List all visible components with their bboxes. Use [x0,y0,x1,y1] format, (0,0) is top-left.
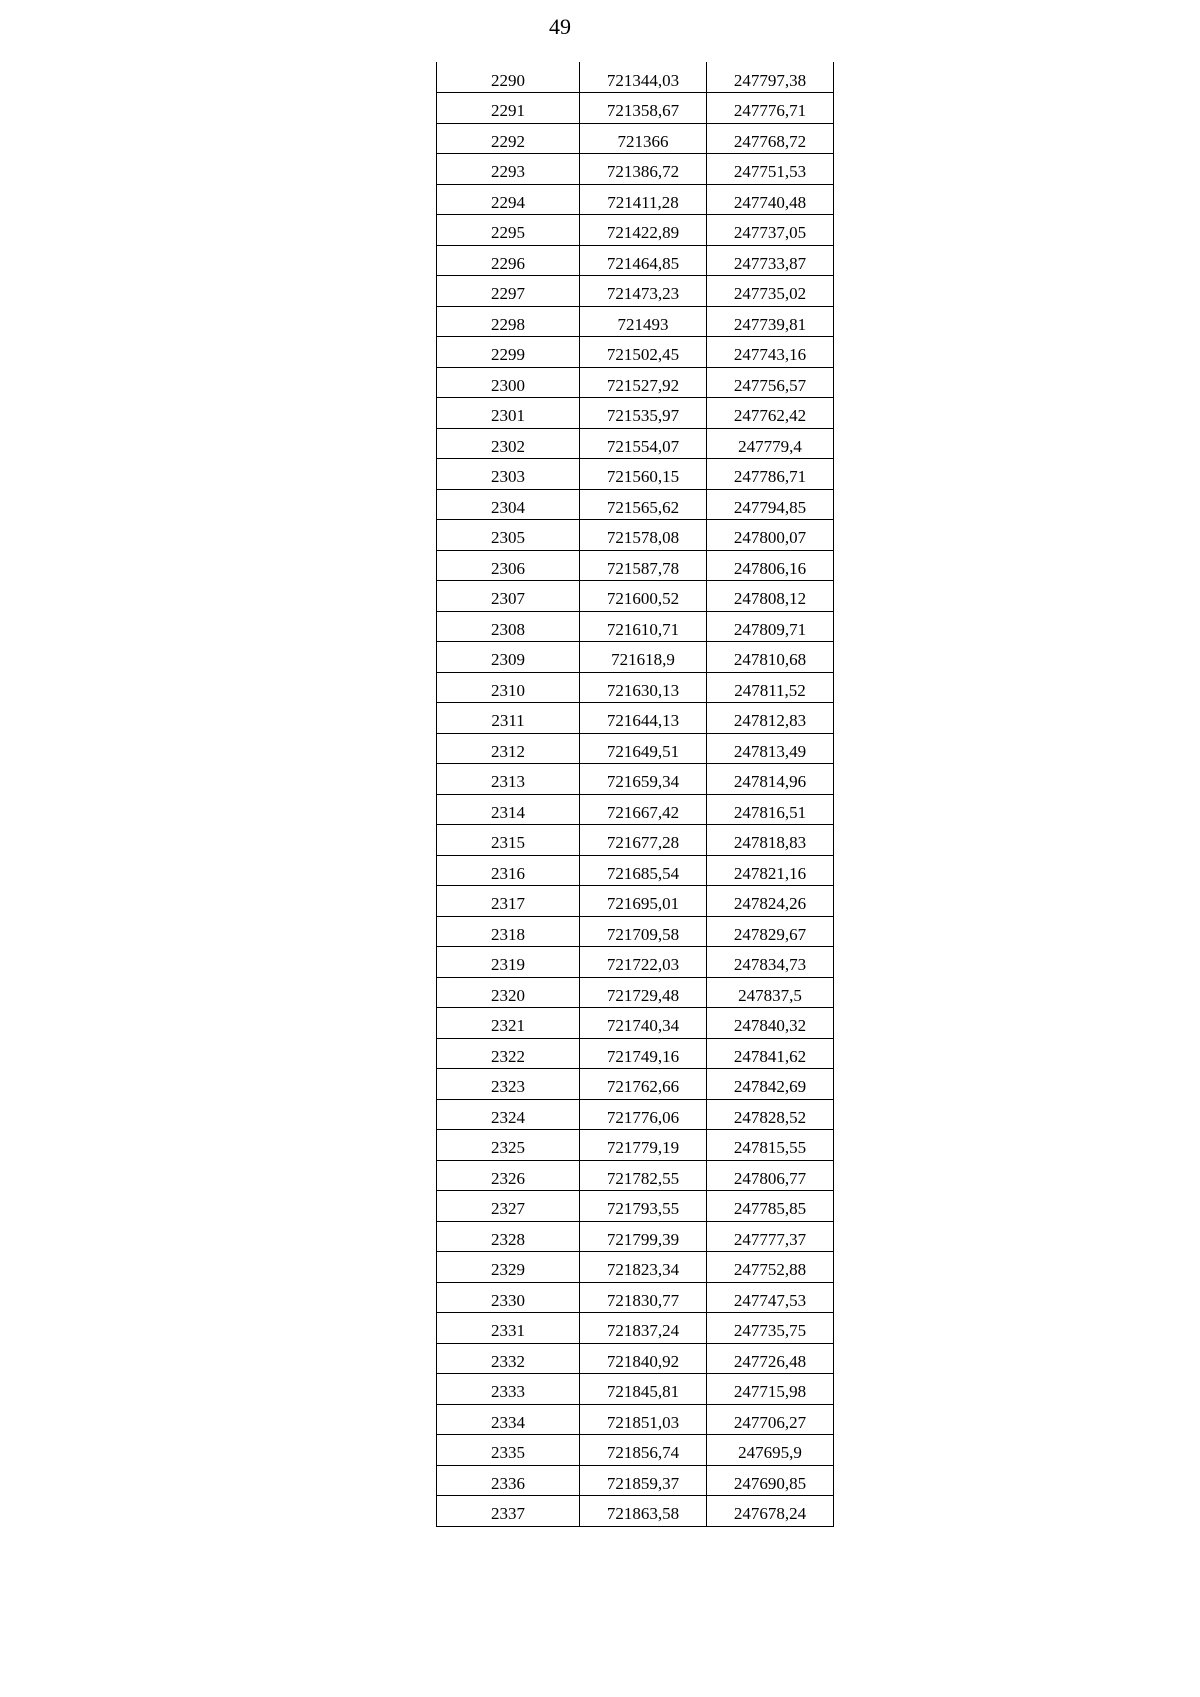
x-coordinate-cell: 721779,19 [580,1130,707,1161]
table-row [437,276,834,307]
y-coordinate-cell: 247786,71 [707,459,834,490]
y-coordinate-cell: 247690,85 [707,1465,834,1496]
table-row [437,1282,834,1313]
table-row [437,886,834,917]
table-row [437,1313,834,1344]
table-row [437,62,834,93]
table-row [437,916,834,947]
table-row [437,1099,834,1130]
point-number-cell: 2317 [437,886,580,917]
y-coordinate-cell: 247756,57 [707,367,834,398]
x-coordinate-cell: 721740,34 [580,1008,707,1039]
y-coordinate-cell: 247840,32 [707,1008,834,1039]
point-number-cell: 2307 [437,581,580,612]
table-row [437,1496,834,1527]
y-coordinate-cell: 247797,38 [707,62,834,93]
y-coordinate-cell: 247794,85 [707,489,834,520]
point-number-cell: 2335 [437,1435,580,1466]
table-row [437,642,834,673]
coordinates-table [436,62,834,1527]
table-row [437,123,834,154]
table-row [437,611,834,642]
table-row [437,703,834,734]
y-coordinate-cell: 247800,07 [707,520,834,551]
point-number-cell: 2328 [437,1221,580,1252]
x-coordinate-cell: 721667,42 [580,794,707,825]
point-number-cell: 2316 [437,855,580,886]
x-coordinate-cell: 721677,28 [580,825,707,856]
table-row [437,1252,834,1283]
x-coordinate-cell: 721554,07 [580,428,707,459]
x-coordinate-cell: 721649,51 [580,733,707,764]
point-number-cell: 2290 [437,62,580,93]
table-row [437,550,834,581]
x-coordinate-cell: 721560,15 [580,459,707,490]
point-number-cell: 2304 [437,489,580,520]
x-coordinate-cell: 721600,52 [580,581,707,612]
point-number-cell: 2336 [437,1465,580,1496]
table-row [437,794,834,825]
point-number-cell: 2319 [437,947,580,978]
point-number-cell: 2309 [437,642,580,673]
y-coordinate-cell: 247842,69 [707,1069,834,1100]
y-coordinate-cell: 247752,88 [707,1252,834,1283]
table-row [437,581,834,612]
table-row [437,93,834,124]
table-row [437,1191,834,1222]
y-coordinate-cell: 247751,53 [707,154,834,185]
x-coordinate-cell: 721565,62 [580,489,707,520]
y-coordinate-cell: 247785,85 [707,1191,834,1222]
x-coordinate-cell: 721830,77 [580,1282,707,1313]
x-coordinate-cell: 721863,58 [580,1496,707,1527]
point-number-cell: 2292 [437,123,580,154]
point-number-cell: 2299 [437,337,580,368]
y-coordinate-cell: 247735,75 [707,1313,834,1344]
table-row [437,1435,834,1466]
point-number-cell: 2325 [437,1130,580,1161]
x-coordinate-cell: 721422,89 [580,215,707,246]
point-number-cell: 2291 [437,93,580,124]
y-coordinate-cell: 247737,05 [707,215,834,246]
point-number-cell: 2294 [437,184,580,215]
y-coordinate-cell: 247743,16 [707,337,834,368]
table-row [437,1160,834,1191]
point-number-cell: 2329 [437,1252,580,1283]
y-coordinate-cell: 247837,5 [707,977,834,1008]
x-coordinate-cell: 721644,13 [580,703,707,734]
y-coordinate-cell: 247806,16 [707,550,834,581]
table-row [437,1069,834,1100]
x-coordinate-cell: 721859,37 [580,1465,707,1496]
x-coordinate-cell: 721856,74 [580,1435,707,1466]
x-coordinate-cell: 721535,97 [580,398,707,429]
x-coordinate-cell: 721610,71 [580,611,707,642]
table-row [437,215,834,246]
point-number-cell: 2312 [437,733,580,764]
y-coordinate-cell: 247678,24 [707,1496,834,1527]
x-coordinate-cell: 721851,03 [580,1404,707,1435]
point-number-cell: 2320 [437,977,580,1008]
table-row [437,398,834,429]
y-coordinate-cell: 247762,42 [707,398,834,429]
x-coordinate-cell: 721502,45 [580,337,707,368]
table-row [437,855,834,886]
point-number-cell: 2310 [437,672,580,703]
x-coordinate-cell: 721630,13 [580,672,707,703]
point-number-cell: 2303 [437,459,580,490]
y-coordinate-cell: 247768,72 [707,123,834,154]
point-number-cell: 2332 [437,1343,580,1374]
table-row [437,1130,834,1161]
table-row [437,459,834,490]
x-coordinate-cell: 721709,58 [580,916,707,947]
x-coordinate-cell: 721618,9 [580,642,707,673]
y-coordinate-cell: 247834,73 [707,947,834,978]
table-row [437,1404,834,1435]
y-coordinate-cell: 247740,48 [707,184,834,215]
y-coordinate-cell: 247815,55 [707,1130,834,1161]
page-number: 49 [549,14,571,39]
point-number-cell: 2298 [437,306,580,337]
x-coordinate-cell: 721782,55 [580,1160,707,1191]
y-coordinate-cell: 247808,12 [707,581,834,612]
point-number-cell: 2322 [437,1038,580,1069]
table-row [437,245,834,276]
y-coordinate-cell: 247814,96 [707,764,834,795]
point-number-cell: 2296 [437,245,580,276]
y-coordinate-cell: 247726,48 [707,1343,834,1374]
y-coordinate-cell: 247818,83 [707,825,834,856]
point-number-cell: 2293 [437,154,580,185]
y-coordinate-cell: 247813,49 [707,733,834,764]
y-coordinate-cell: 247810,68 [707,642,834,673]
y-coordinate-cell: 247812,83 [707,703,834,734]
point-number-cell: 2297 [437,276,580,307]
x-coordinate-cell: 721685,54 [580,855,707,886]
x-coordinate-cell: 721358,67 [580,93,707,124]
y-coordinate-cell: 247809,71 [707,611,834,642]
x-coordinate-cell: 721823,34 [580,1252,707,1283]
table-row [437,154,834,185]
x-coordinate-cell: 721695,01 [580,886,707,917]
x-coordinate-cell: 721722,03 [580,947,707,978]
y-coordinate-cell: 247739,81 [707,306,834,337]
y-coordinate-cell: 247747,53 [707,1282,834,1313]
table-row [437,764,834,795]
table-row [437,306,834,337]
x-coordinate-cell: 721473,23 [580,276,707,307]
y-coordinate-cell: 247806,77 [707,1160,834,1191]
table-row [437,733,834,764]
y-coordinate-cell: 247715,98 [707,1374,834,1405]
x-coordinate-cell: 721366 [580,123,707,154]
table-row [437,1221,834,1252]
point-number-cell: 2326 [437,1160,580,1191]
point-number-cell: 2301 [437,398,580,429]
y-coordinate-cell: 247776,71 [707,93,834,124]
table-row [437,520,834,551]
table-row [437,825,834,856]
y-coordinate-cell: 247779,4 [707,428,834,459]
point-number-cell: 2333 [437,1374,580,1405]
x-coordinate-cell: 721776,06 [580,1099,707,1130]
x-coordinate-cell: 721799,39 [580,1221,707,1252]
x-coordinate-cell: 721840,92 [580,1343,707,1374]
table-row [437,428,834,459]
table-row [437,947,834,978]
point-number-cell: 2334 [437,1404,580,1435]
y-coordinate-cell: 247816,51 [707,794,834,825]
table-row [437,1343,834,1374]
x-coordinate-cell: 721587,78 [580,550,707,581]
y-coordinate-cell: 247706,27 [707,1404,834,1435]
y-coordinate-cell: 247733,87 [707,245,834,276]
y-coordinate-cell: 247821,16 [707,855,834,886]
point-number-cell: 2321 [437,1008,580,1039]
table-row [437,1008,834,1039]
x-coordinate-cell: 721411,28 [580,184,707,215]
point-number-cell: 2311 [437,703,580,734]
point-number-cell: 2330 [437,1282,580,1313]
x-coordinate-cell: 721386,72 [580,154,707,185]
y-coordinate-cell: 247828,52 [707,1099,834,1130]
point-number-cell: 2305 [437,520,580,551]
point-number-cell: 2331 [437,1313,580,1344]
x-coordinate-cell: 721659,34 [580,764,707,795]
x-coordinate-cell: 721578,08 [580,520,707,551]
point-number-cell: 2295 [437,215,580,246]
point-number-cell: 2315 [437,825,580,856]
table-row [437,1374,834,1405]
x-coordinate-cell: 721749,16 [580,1038,707,1069]
point-number-cell: 2323 [437,1069,580,1100]
table-row [437,337,834,368]
y-coordinate-cell: 247829,67 [707,916,834,947]
point-number-cell: 2308 [437,611,580,642]
point-number-cell: 2300 [437,367,580,398]
x-coordinate-cell: 721793,55 [580,1191,707,1222]
table-row [437,489,834,520]
point-number-cell: 2318 [437,916,580,947]
point-number-cell: 2324 [437,1099,580,1130]
table-row [437,1465,834,1496]
y-coordinate-cell: 247735,02 [707,276,834,307]
y-coordinate-cell: 247695,9 [707,1435,834,1466]
y-coordinate-cell: 247824,26 [707,886,834,917]
point-number-cell: 2327 [437,1191,580,1222]
x-coordinate-cell: 721845,81 [580,1374,707,1405]
point-number-cell: 2302 [437,428,580,459]
point-number-cell: 2306 [437,550,580,581]
table-row [437,367,834,398]
x-coordinate-cell: 721527,92 [580,367,707,398]
x-coordinate-cell: 721729,48 [580,977,707,1008]
x-coordinate-cell: 721762,66 [580,1069,707,1100]
table-row [437,977,834,1008]
table-row [437,1038,834,1069]
x-coordinate-cell: 721464,85 [580,245,707,276]
coordinates-table-body [437,62,834,1526]
table-row [437,184,834,215]
point-number-cell: 2313 [437,764,580,795]
x-coordinate-cell: 721344,03 [580,62,707,93]
point-number-cell: 2314 [437,794,580,825]
y-coordinate-cell: 247841,62 [707,1038,834,1069]
x-coordinate-cell: 721493 [580,306,707,337]
y-coordinate-cell: 247777,37 [707,1221,834,1252]
table-row [437,672,834,703]
x-coordinate-cell: 721837,24 [580,1313,707,1344]
point-number-cell: 2337 [437,1496,580,1527]
y-coordinate-cell: 247811,52 [707,672,834,703]
